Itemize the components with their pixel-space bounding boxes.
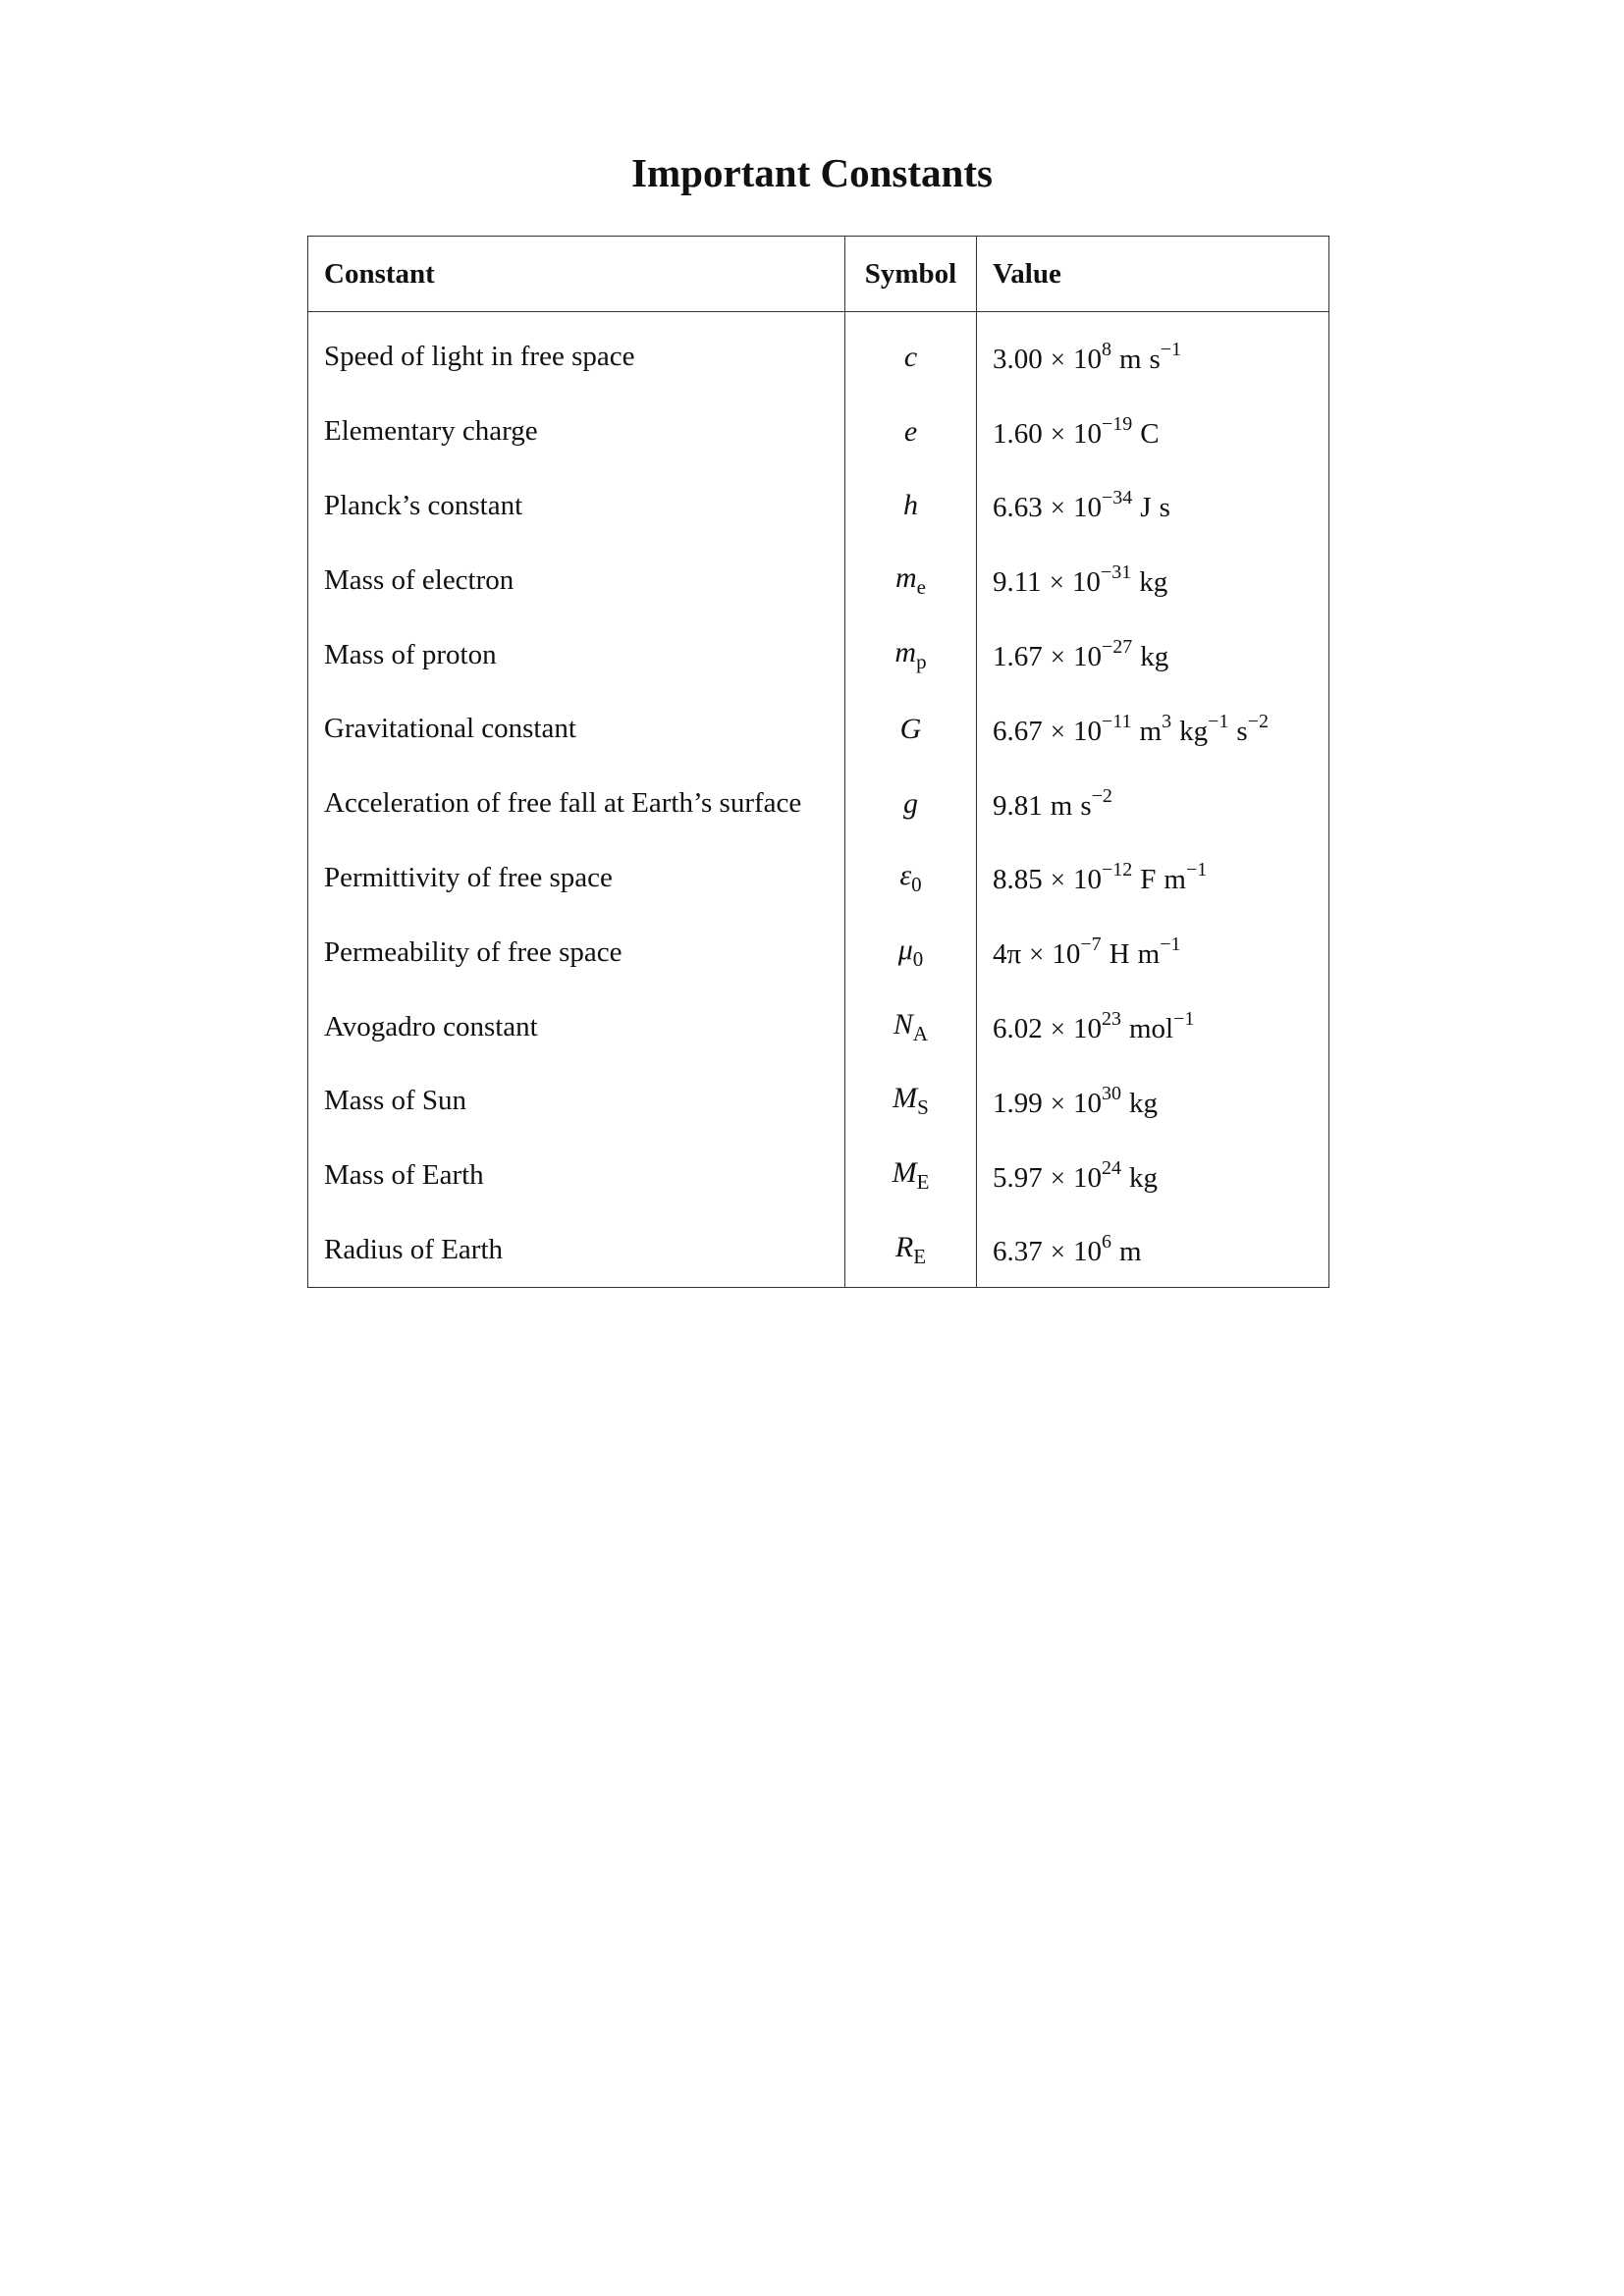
constant-value [977, 543, 1329, 617]
value-unit: kg [1128, 1087, 1158, 1119]
value-mantissa: 1.60 [993, 417, 1043, 450]
symbol-subscript: S [917, 1095, 929, 1120]
constant-name: Mass of Earth [324, 1159, 484, 1192]
table-row [308, 1213, 1329, 1288]
constant-name: Radius of Earth [324, 1233, 504, 1265]
value-times-sign: × [1050, 344, 1065, 374]
constant-name: Mass of proton [324, 638, 497, 670]
value-mantissa: 8.85 [993, 864, 1043, 896]
constant-value [977, 915, 1329, 989]
value-unit: C [1140, 417, 1160, 450]
value-times-sign: × [1050, 418, 1065, 449]
table-row [308, 1064, 1329, 1139]
constant-name: Avogadro constant [324, 1010, 538, 1042]
value-power-exponent: 8 [1101, 338, 1111, 360]
constants-table [307, 236, 1329, 1288]
table-row [308, 469, 1329, 544]
symbol-subscript: 0 [911, 872, 922, 896]
header-constant: Constant [308, 237, 845, 312]
symbol-base: N [893, 1007, 913, 1041]
table-row [308, 692, 1329, 767]
value-mantissa: 6.63 [993, 492, 1043, 524]
header-symbol: Symbol [845, 237, 977, 312]
value-unit: m [1137, 938, 1161, 971]
value-mantissa: 4π [993, 938, 1022, 971]
value-power-exponent: 6 [1101, 1231, 1111, 1254]
unit-exponent: −1 [1173, 1008, 1195, 1031]
constant-value [977, 692, 1329, 767]
unit-exponent: −1 [1160, 934, 1181, 956]
value-power-exponent: −31 [1100, 561, 1132, 584]
value-unit: s [1080, 789, 1092, 822]
value-mantissa: 6.02 [993, 1013, 1043, 1045]
unit-exponent: −1 [1185, 859, 1208, 881]
value-power-base: 10 [1072, 641, 1102, 673]
value-power-base: 10 [1071, 566, 1101, 599]
value-times-sign: × [1050, 642, 1065, 672]
table-row [308, 312, 1329, 395]
table-row [308, 395, 1329, 469]
value-unit: kg [1128, 1161, 1158, 1194]
symbol-subscript: p [916, 649, 927, 673]
value-unit: F [1140, 864, 1157, 896]
constant-symbol [845, 469, 977, 544]
value-power-base: 10 [1072, 1161, 1102, 1194]
constant-name: Gravitational constant [324, 713, 576, 745]
constant-name: Speed of light in free space [324, 341, 635, 373]
constant-symbol [845, 395, 977, 469]
table-row [308, 767, 1329, 841]
constant-name: Mass of electron [324, 563, 514, 596]
value-times-sign: × [1050, 865, 1065, 895]
constant-symbol [845, 617, 977, 692]
value-mantissa: 6.67 [993, 715, 1043, 747]
table-body [308, 312, 1329, 1288]
constant-value [977, 395, 1329, 469]
constant-symbol [845, 1213, 977, 1288]
value-times-sign: × [1049, 567, 1064, 598]
value-times-sign: × [1050, 1237, 1065, 1267]
table-row [308, 915, 1329, 989]
symbol-subscript: e [916, 574, 926, 599]
symbol-base: m [895, 561, 917, 594]
header-value: Value [977, 237, 1329, 312]
value-unit: H [1109, 938, 1130, 971]
value-power-exponent: −19 [1101, 412, 1133, 435]
symbol-base: m [894, 635, 917, 668]
constant-symbol [845, 543, 977, 617]
constant-name: Planck’s constant [324, 489, 523, 521]
constant-symbol [845, 312, 977, 395]
constant-symbol [845, 841, 977, 916]
symbol-base: g [903, 786, 918, 820]
value-unit: m [1118, 1236, 1142, 1268]
value-unit: kg [1179, 715, 1209, 747]
value-times-sign: × [1029, 939, 1045, 970]
symbol-subscript: E [916, 1170, 930, 1195]
constant-value [977, 767, 1329, 841]
value-power-base: 10 [1072, 417, 1102, 450]
value-unit: m [1050, 789, 1073, 822]
value-power-exponent: 24 [1101, 1156, 1121, 1179]
constant-name: Permittivity of free space [324, 861, 613, 893]
unit-exponent: −2 [1091, 784, 1112, 807]
page-title: Important Constants [631, 150, 993, 195]
value-power-base: 10 [1072, 1013, 1102, 1045]
value-unit: mol [1128, 1013, 1174, 1045]
symbol-base: G [899, 712, 922, 745]
unit-exponent: 3 [1162, 710, 1172, 732]
value-power-exponent: 23 [1101, 1008, 1121, 1031]
value-power-base: 10 [1072, 864, 1102, 896]
constant-value [977, 841, 1329, 916]
constant-symbol [845, 692, 977, 767]
value-unit: J [1140, 492, 1152, 524]
symbol-base: M [892, 1156, 917, 1190]
value-times-sign: × [1050, 1014, 1065, 1044]
symbol-base: e [903, 414, 918, 448]
value-power-exponent: −34 [1101, 487, 1133, 509]
unit-exponent: −1 [1208, 710, 1229, 732]
value-mantissa: 9.11 [993, 566, 1042, 599]
value-power-base: 10 [1052, 938, 1081, 971]
value-power-base: 10 [1072, 343, 1102, 375]
symbol-base: μ [897, 933, 913, 966]
value-power-exponent: −11 [1101, 710, 1132, 732]
value-unit: s [1159, 492, 1170, 524]
constant-symbol [845, 767, 977, 841]
value-power-base: 10 [1072, 492, 1102, 524]
value-power-base: 10 [1072, 1087, 1102, 1119]
constant-name: Acceleration of free fall at Earth’s surface [324, 787, 802, 820]
symbol-base: M [893, 1082, 918, 1115]
table-row [308, 841, 1329, 916]
value-times-sign: × [1050, 493, 1065, 523]
constant-symbol [845, 1139, 977, 1213]
symbol-subscript: A [912, 1021, 929, 1045]
value-times-sign: × [1050, 1162, 1065, 1193]
unit-exponent: −1 [1160, 338, 1182, 360]
constant-name: Permeability of free space [324, 935, 623, 968]
table-header-row [308, 237, 1329, 312]
table-row [308, 1139, 1329, 1213]
constant-value [977, 312, 1329, 395]
symbol-subscript: E [913, 1244, 927, 1268]
value-power-base: 10 [1072, 715, 1102, 747]
constant-symbol [845, 915, 977, 989]
symbol-base: ε [899, 858, 912, 891]
value-mantissa: 1.99 [993, 1087, 1043, 1119]
value-power-exponent: −7 [1080, 934, 1102, 956]
value-power-base: 10 [1072, 1236, 1102, 1268]
unit-exponent: −2 [1247, 710, 1269, 732]
constant-value [977, 469, 1329, 544]
value-mantissa: 6.37 [993, 1236, 1043, 1268]
constant-name: Mass of Sun [324, 1085, 467, 1117]
symbol-base: h [903, 489, 918, 522]
constant-name: Elementary charge [324, 415, 538, 448]
table-row [308, 989, 1329, 1064]
constant-value [977, 1213, 1329, 1288]
value-unit: s [1149, 343, 1161, 375]
symbol-base: c [903, 340, 918, 373]
value-power-exponent: −27 [1101, 636, 1133, 659]
value-mantissa: 5.97 [993, 1161, 1043, 1194]
table-row [308, 617, 1329, 692]
value-power-exponent: −12 [1101, 859, 1133, 881]
value-unit: kg [1139, 566, 1168, 599]
value-unit: s [1236, 715, 1248, 747]
value-mantissa: 1.67 [993, 641, 1043, 673]
value-unit: m [1139, 715, 1163, 747]
value-times-sign: × [1050, 716, 1065, 746]
value-unit: m [1164, 864, 1186, 896]
value-power-exponent: 30 [1101, 1082, 1121, 1104]
value-unit: kg [1140, 641, 1169, 673]
constant-value [977, 617, 1329, 692]
table-row [308, 543, 1329, 617]
value-unit: m [1118, 343, 1142, 375]
symbol-base: R [894, 1230, 914, 1263]
value-mantissa: 3.00 [993, 343, 1043, 375]
symbol-subscript: 0 [912, 946, 924, 971]
constant-symbol [845, 1064, 977, 1139]
constant-value [977, 1064, 1329, 1139]
constant-symbol [845, 989, 977, 1064]
value-times-sign: × [1050, 1088, 1065, 1118]
value-mantissa: 9.81 [993, 789, 1043, 822]
constant-value [977, 989, 1329, 1064]
constant-value [977, 1139, 1329, 1213]
